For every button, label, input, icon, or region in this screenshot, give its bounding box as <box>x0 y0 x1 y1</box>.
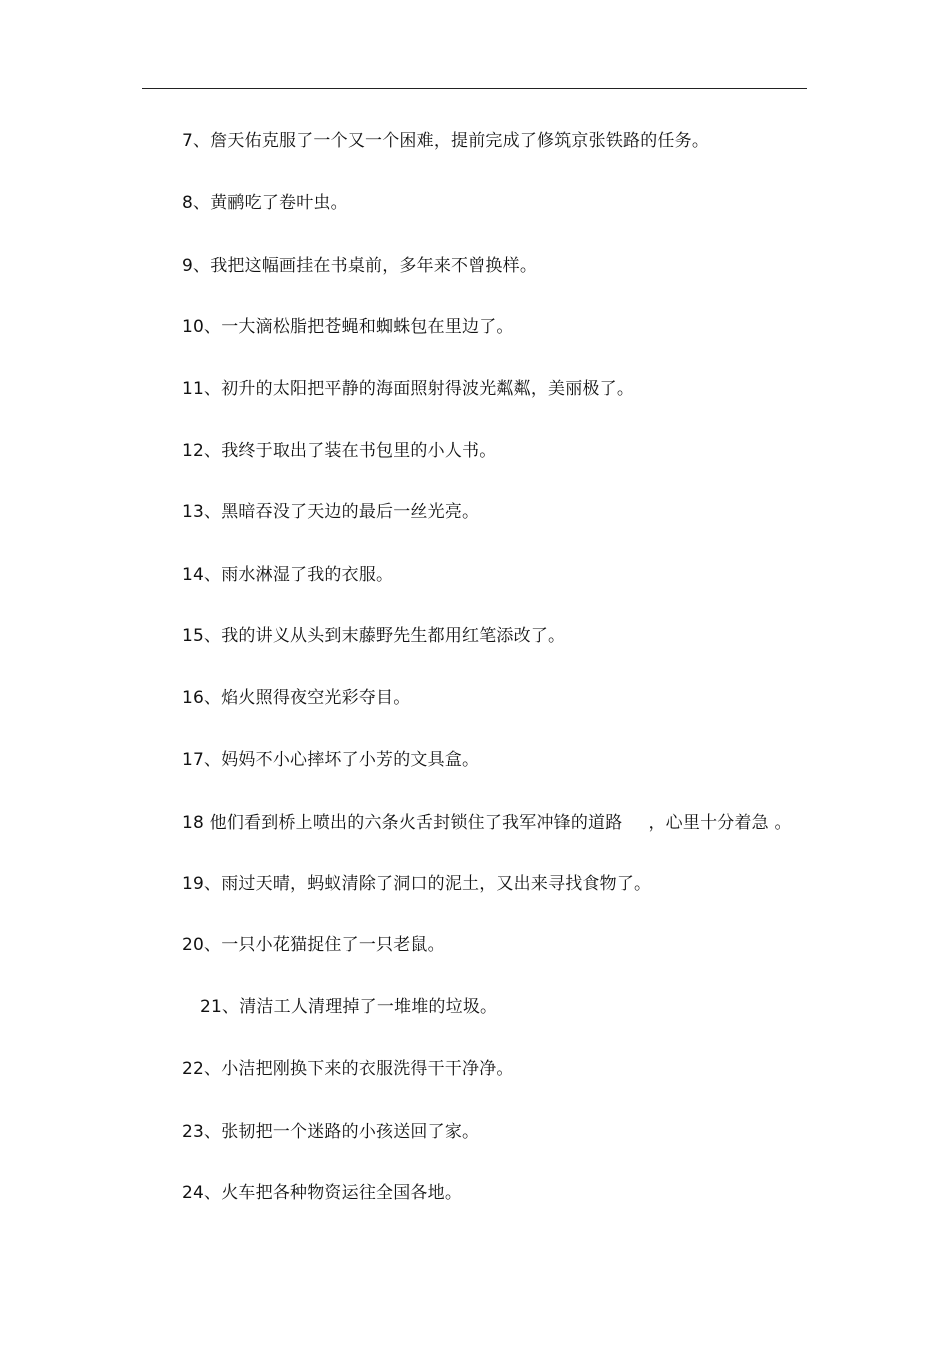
sentence-18 <box>182 811 792 835</box>
sentence-7 <box>182 129 709 153</box>
sentence-21 <box>200 995 497 1019</box>
item-number: 21、 <box>200 997 240 1017</box>
sentence-11 <box>182 377 634 401</box>
sentence-text: 小洁把刚换下来的衣服洗得干干净净。 <box>221 1059 514 1079</box>
sentence-16 <box>182 686 410 710</box>
sentence-text: 张韧把一个迷路的小孩送回了家。 <box>221 1122 480 1142</box>
item-number: 8、 <box>182 193 211 213</box>
item-number: 10、 <box>182 317 222 337</box>
sentence-14 <box>182 563 393 587</box>
sentence-text-continuation: ，心里十分着急 。 <box>648 813 792 833</box>
item-number: 22、 <box>182 1059 222 1079</box>
sentence-text: 詹天佑克服了一个又一个困难，提前完成了修筑京张铁路的任务。 <box>210 131 710 151</box>
sentence-text: 一只小花猫捉住了一只老鼠。 <box>221 935 445 955</box>
sentence-10 <box>182 315 514 339</box>
item-number: 9、 <box>182 256 211 276</box>
sentence-15 <box>182 624 565 648</box>
sentence-19 <box>182 872 651 896</box>
item-number: 16、 <box>182 688 222 708</box>
item-number: 24、 <box>182 1183 222 1203</box>
item-number: 18 <box>182 813 205 833</box>
sentence-23 <box>182 1120 479 1144</box>
sentence-text: 黑暗吞没了天边的最后一丝光亮。 <box>221 502 480 522</box>
item-number: 20、 <box>182 935 222 955</box>
sentence-13 <box>182 500 479 524</box>
sentence-text: 他们看到桥上喷出的六条火舌封锁住了我军冲锋的道路 <box>209 813 623 833</box>
sentence-22 <box>182 1057 514 1081</box>
sentence-text: 一大滴松脂把苍蝇和蜘蛛包在里边了。 <box>221 317 514 337</box>
sentence-9 <box>182 254 537 278</box>
sentence-17 <box>182 748 479 772</box>
item-number: 13、 <box>182 502 222 522</box>
sentence-text: 我终于取出了装在书包里的小人书。 <box>221 441 497 461</box>
sentence-text: 清洁工人清理掉了一堆堆的垃圾。 <box>239 997 498 1017</box>
item-number: 19、 <box>182 874 222 894</box>
sentence-text: 雨过天晴，蚂蚁清除了洞口的泥土，又出来寻找食物了。 <box>221 874 652 894</box>
sentence-12 <box>182 439 496 463</box>
sentence-text: 火车把各种物资运往全国各地。 <box>221 1183 463 1203</box>
sentence-text: 我的讲义从头到末藤野先生都用红笔添改了。 <box>221 626 566 646</box>
sentence-20 <box>182 933 445 957</box>
sentence-text: 妈妈不小心摔坏了小芳的文具盒。 <box>221 750 480 770</box>
sentence-text: 我把这幅画挂在书桌前，多年来不曾换样。 <box>210 256 538 276</box>
sentence-text: 焰火照得夜空光彩夺目。 <box>221 688 411 708</box>
sentence-text: 初升的太阳把平静的海面照射得波光粼粼，美丽极了。 <box>221 379 635 399</box>
sentence-24 <box>182 1181 462 1205</box>
item-number: 11、 <box>182 379 222 399</box>
item-number: 7、 <box>182 131 211 151</box>
item-number: 15、 <box>182 626 222 646</box>
item-number: 12、 <box>182 441 222 461</box>
sentence-text: 黄鹂吃了卷叶虫。 <box>210 193 348 213</box>
sentence-8 <box>182 191 348 215</box>
sentence-text: 雨水淋湿了我的衣服。 <box>221 565 394 585</box>
header-rule <box>142 88 807 89</box>
item-number: 17、 <box>182 750 222 770</box>
item-number: 14、 <box>182 565 222 585</box>
item-number: 23、 <box>182 1122 222 1142</box>
